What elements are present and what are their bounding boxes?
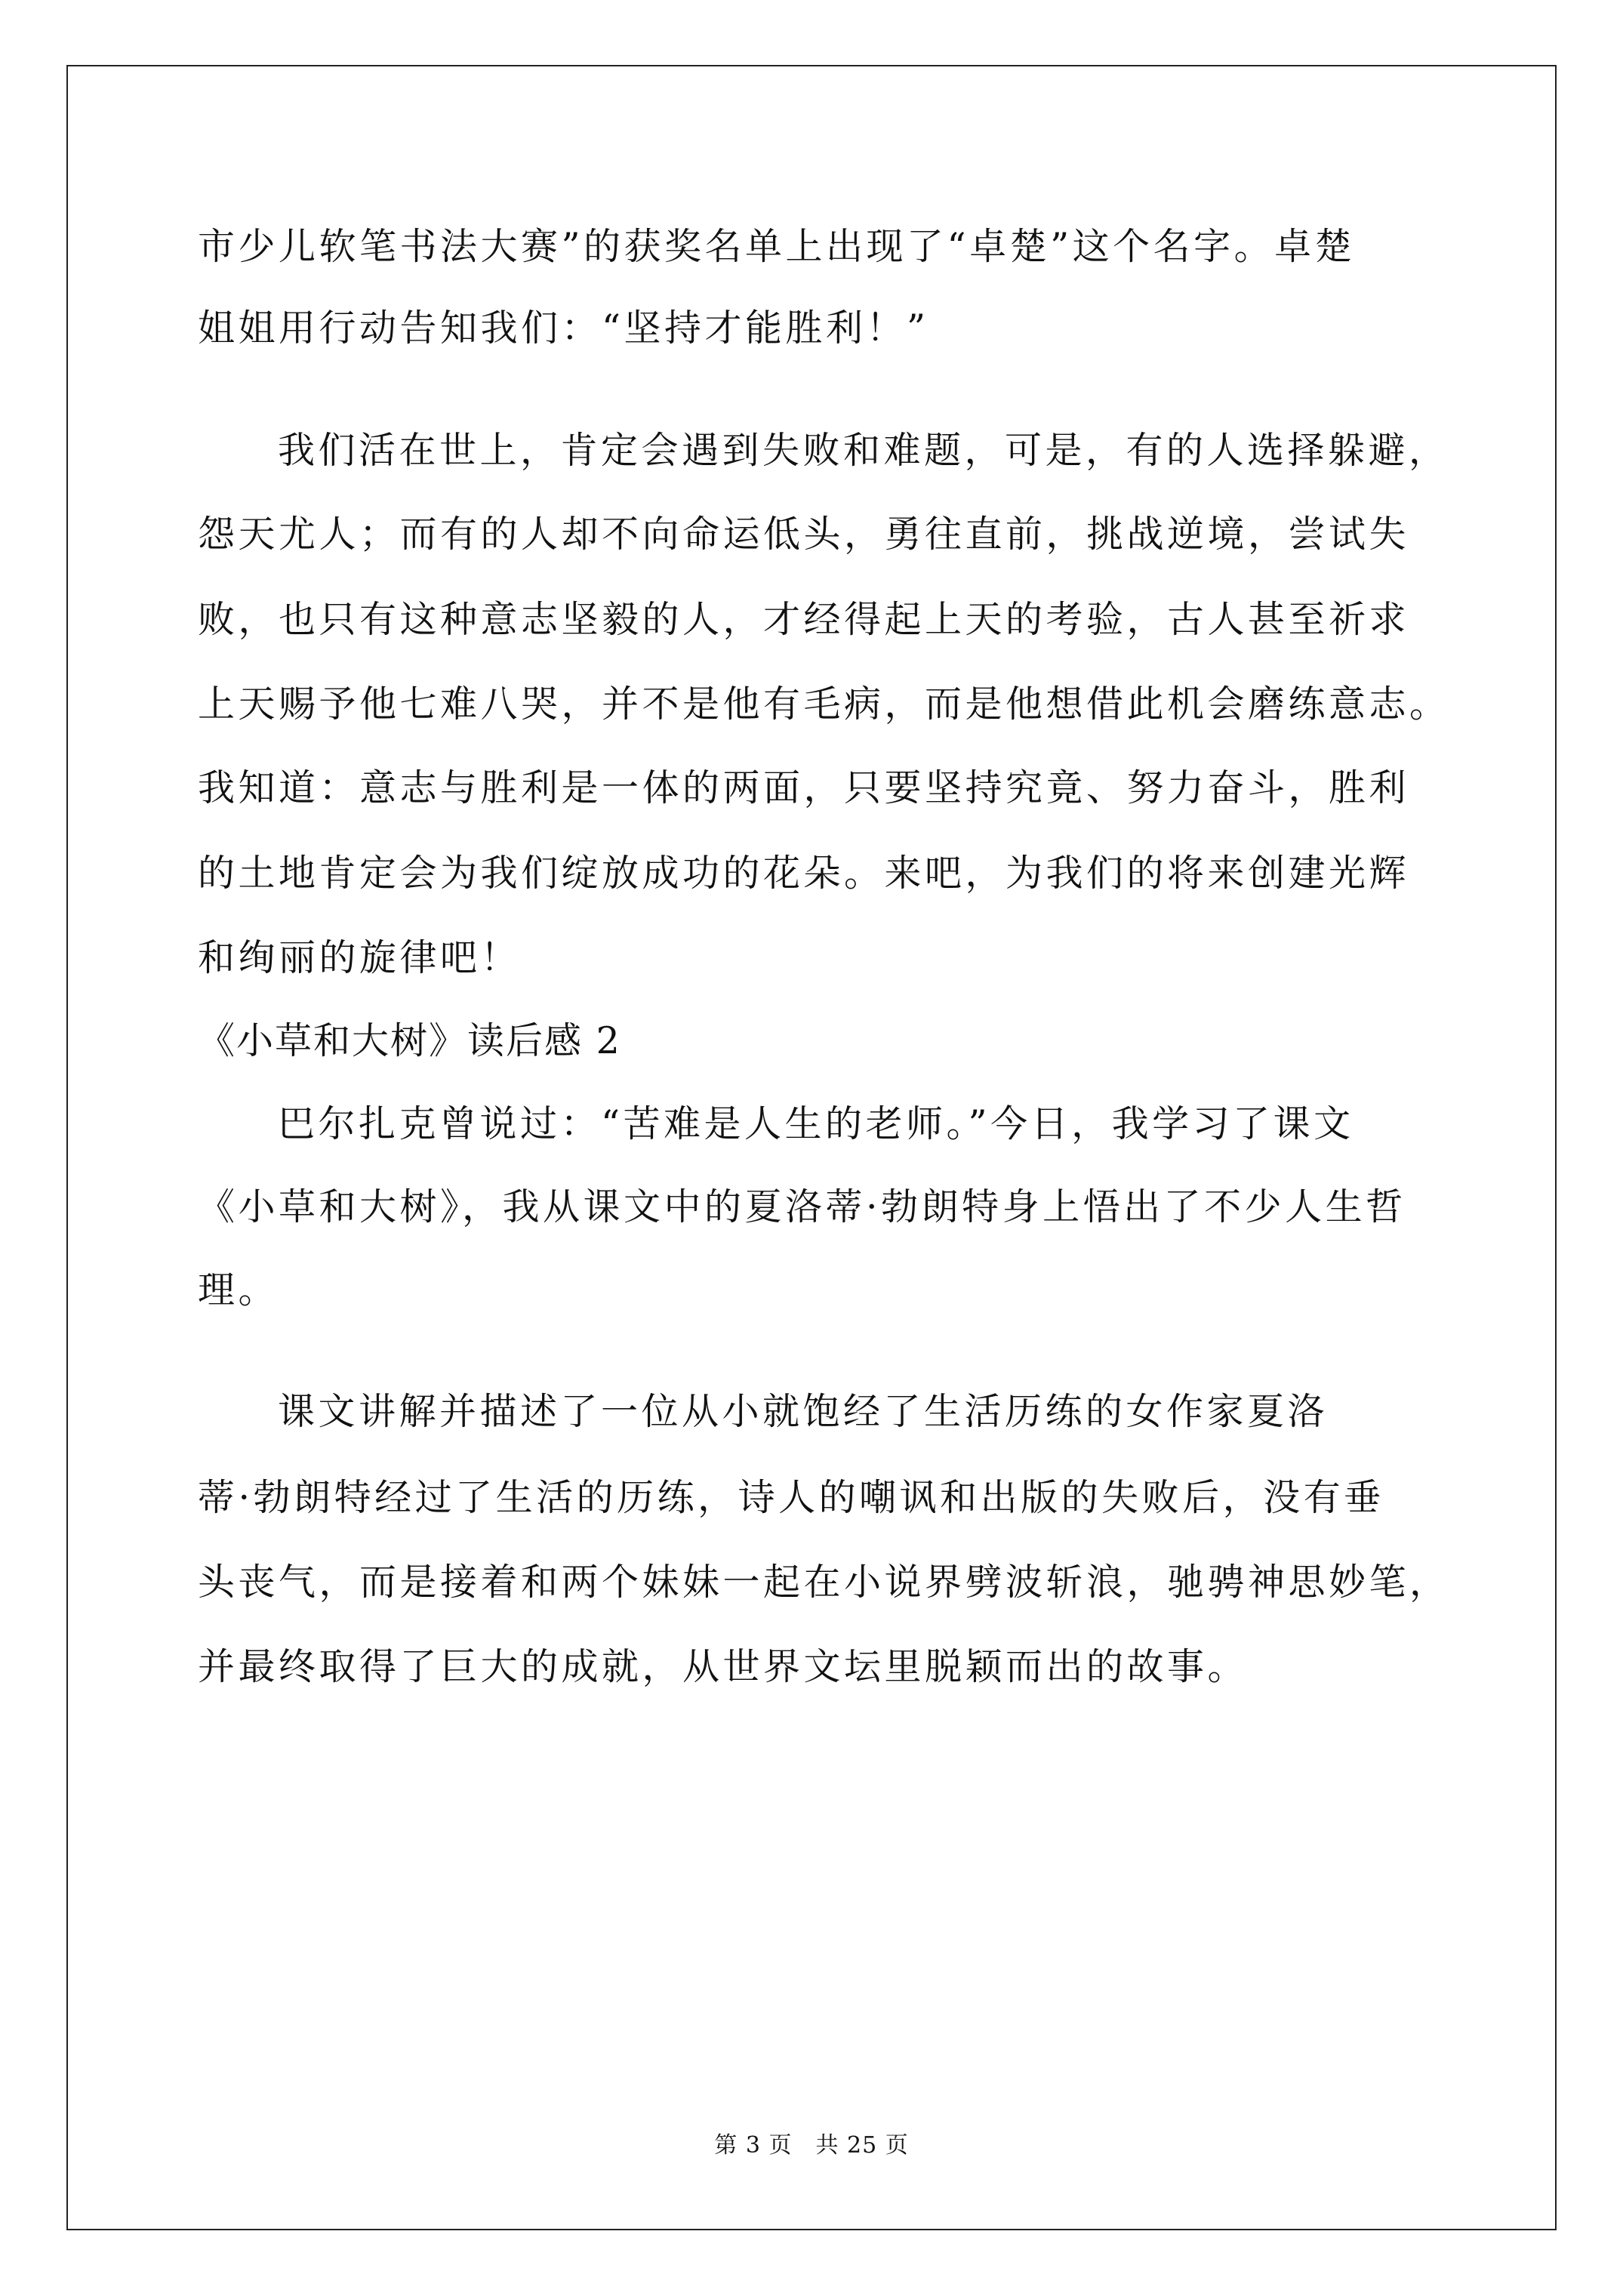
body-text-line: 我知道：意志与胜利是一体的两面，只要坚持究竟、努力奋斗，胜利 [198,766,1410,809]
page-number-footer: 第 3 页 共 25 页 [714,2132,909,2159]
body-text-line: 的土地肯定会为我们绽放成功的花朵。来吧，为我们的将来创建光辉 [198,852,1410,895]
body-text-line: 并最终取得了巨大的成就，从世界文坛里脱颖而出的故事。 [198,1645,1249,1688]
body-text-line: 我们活在世上，肯定会遇到失败和难题，可是，有的人选择躲避， [278,429,1449,472]
body-text-line: 怨天尤人；而有的人却不向命运低头，勇往直前，挑战逆境，尝试失 [198,513,1410,556]
body-text-line: 姐姐用行动告知我们：“坚持才能胜利！” [198,307,929,350]
body-text-line: 课文讲解并描述了一位从小就饱经了生活历练的女作家夏洛 [278,1390,1329,1433]
page-border [66,65,1557,2230]
body-text-line: 上天赐予他七难八哭，并不是他有毛病，而是他想借此机会磨练意志。 [198,683,1450,726]
body-text-line: 败，也只有这种意志坚毅的人，才经得起上天的考验，古人甚至祈求 [198,598,1410,641]
body-text-line: 头丧气，而是接着和两个妹妹一起在小说界劈波斩浪，驰骋神思妙笔， [198,1561,1450,1604]
body-text-line: 《小草和大树》，我从课文中的夏洛蒂·勃朗特身上悟出了不少人生哲 [198,1185,1406,1228]
body-text-line: 巴尔扎克曾说过：“苦难是人生的老师。”今日，我学习了课文 [278,1102,1354,1145]
body-text-line: 和绚丽的旋律吧！ [198,936,522,979]
section-heading: 《小草和大树》读后感 2 [198,1019,621,1062]
body-text-line: 理。 [198,1268,279,1311]
body-text-line: 市少儿软笔书法大赛”的获奖名单上出现了“卓楚”这个名字。卓楚 [198,225,1356,268]
body-text-line: 蒂·勃朗特经过了生活的历练，诗人的嘲讽和出版的失败后，没有垂 [198,1476,1384,1519]
